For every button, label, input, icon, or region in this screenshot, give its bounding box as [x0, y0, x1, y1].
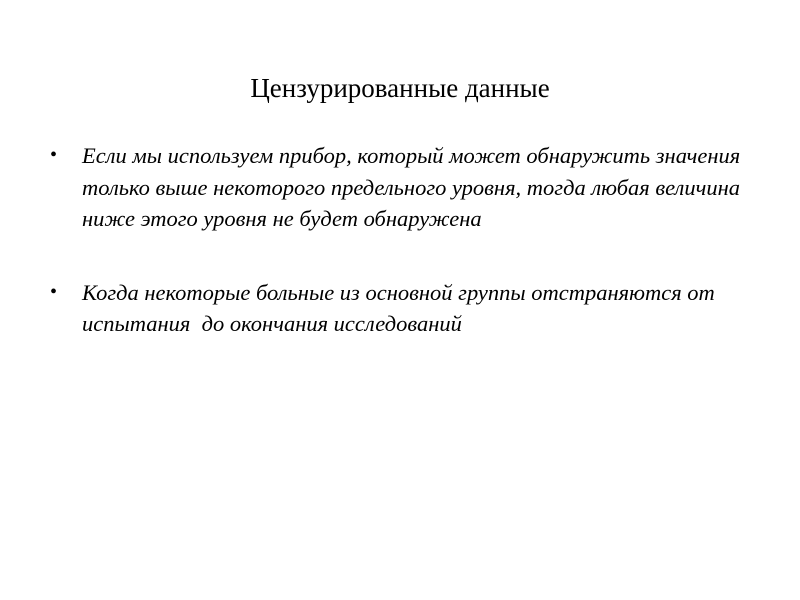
bullet-icon: • [50, 144, 58, 166]
bullet-list [50, 140, 780, 340]
bullet-icon: • [50, 280, 58, 303]
bullet-item-censoring-threshold [50, 140, 780, 235]
bullet-text: Когда некоторые больные из основной группы отстраняются от испытания до окончания исследований [82, 279, 721, 336]
bullet-text: Если мы используем прибор, который может обнаружить значения только выше некоторого предельного уровня, тогда любая величина ниже этого уровня не будет обнаружена [82, 143, 746, 231]
slide-title: Цензурированные данные [250, 73, 550, 103]
bullet-item-early-withdrawal [50, 277, 780, 340]
